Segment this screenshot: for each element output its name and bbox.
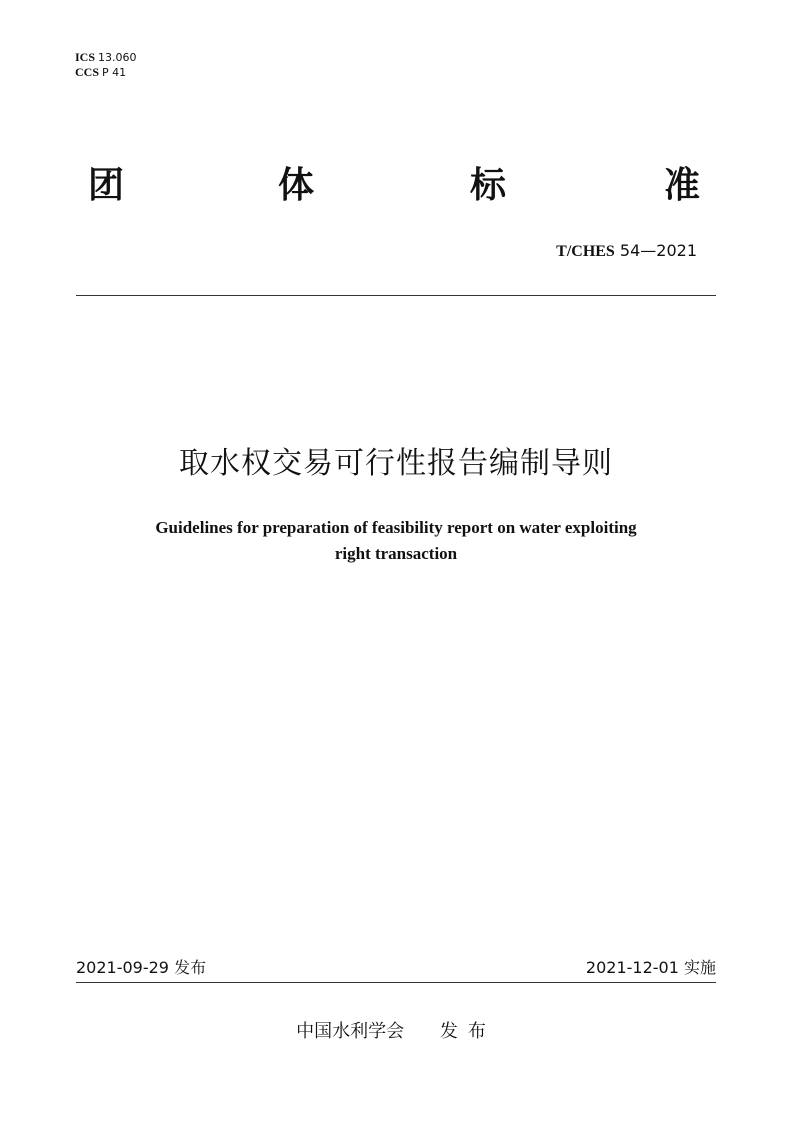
classification-block — [75, 50, 137, 80]
standard-number — [556, 241, 697, 262]
standard-type-char-1: 团 — [88, 165, 125, 206]
issue-date: 2021-09-29 发布 — [76, 958, 207, 977]
publisher-organization: 中国水利学会 — [296, 1021, 405, 1042]
title-chinese: 取水权交易可行性报告编制导则 — [179, 446, 613, 481]
ccs-code: P 41 — [102, 66, 127, 79]
standard-type-char-3: 标 — [470, 165, 507, 206]
standard-type-char-4: 准 — [664, 165, 701, 206]
bottom-divider — [76, 982, 716, 983]
ics-label: ICS — [75, 50, 96, 64]
publisher-action: 发布 — [439, 1021, 496, 1042]
standard-type-char-2: 体 — [278, 165, 315, 206]
ccs-label: CCS — [75, 65, 100, 79]
ics-line — [75, 50, 137, 65]
ics-code: 13.060 — [98, 51, 137, 64]
title-english — [96, 515, 696, 567]
standard-number-value: 54—2021 — [619, 241, 697, 260]
top-divider — [76, 295, 716, 296]
implementation-date: 2021-12-01 实施 — [585, 958, 716, 977]
standard-number-prefix: T/CHES — [556, 243, 615, 260]
title-english-line-2: right transaction — [334, 544, 458, 563]
title-english-line-1: Guidelines for preparation of feasibility report on water exploiting — [155, 518, 637, 537]
publisher-line — [0, 1020, 792, 1044]
ccs-line — [75, 65, 137, 80]
